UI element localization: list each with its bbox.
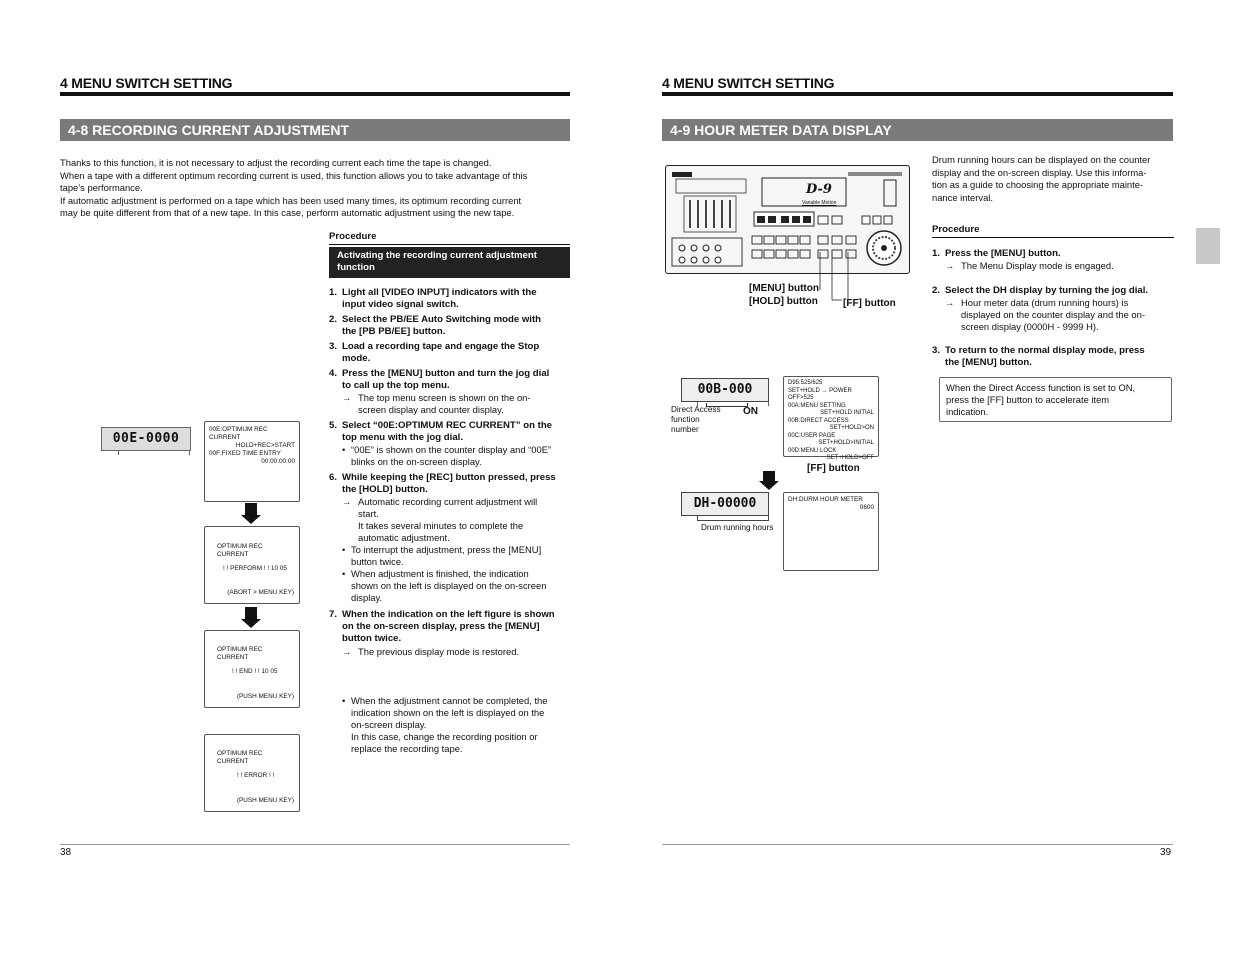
arrow-down-icon (245, 607, 257, 619)
osd-footer: (PUSH MENU KEY) (236, 693, 294, 700)
step-3 (329, 341, 574, 365)
left-page-header: 4 MENU SWITCH SETTING (60, 75, 233, 91)
osd-title: OPTIMUM REC CURRENT (217, 750, 263, 765)
arrow-down-icon-head (241, 515, 261, 524)
callout-lines (820, 252, 860, 302)
osd-status: ! ! END ! ! 10 05 (232, 668, 278, 675)
bullet-icon: • (342, 544, 346, 556)
left-page-number: 38 (60, 847, 72, 858)
left-header-rule (60, 92, 570, 96)
intro-line: If automatic adjustment is performed on a tape which has been used many times, its optimum recording current (60, 194, 522, 206)
step-2 (329, 314, 574, 338)
drum-hours-callout-line (697, 516, 769, 521)
intro-line: When a tape with a different optimum recording current is used, this function allows you to take advantage of this (60, 169, 528, 181)
left-procedure-rule (329, 244, 570, 245)
step-number: 3. (932, 345, 941, 356)
step-note: → The top menu screen is shown on the on- screen display and counter display. (342, 392, 531, 416)
vtr-logo: D-9 (806, 182, 832, 197)
arrow-right-icon: → (342, 645, 352, 657)
step-number: 7. (329, 609, 338, 620)
callout-menu-button: [MENU] button (749, 283, 819, 294)
drum-hours-label: Drum running hours (701, 523, 774, 532)
left-footer-rule (60, 844, 570, 845)
osd-footer: (PUSH MENU KEY) (236, 797, 294, 804)
step-text: the [HOLD] button. (342, 484, 428, 496)
arrow-down-icon (245, 503, 257, 515)
right-step-3 (932, 345, 1177, 369)
intro-line: tape’s performance. (60, 182, 143, 193)
step-6 (329, 472, 574, 604)
on-label: ON (743, 406, 758, 417)
step-4 (329, 368, 574, 416)
direct-access-note-box: When the Direct Access function is set to ON, press the [FF] button to accelerate item indication. (939, 377, 1172, 422)
intro-line: may be quite different from that of a new tape. In this case, perform automatic adjustment using the new tape. (60, 207, 515, 218)
counter-display-value: DH-00000 (693, 496, 757, 511)
step-text: input video signal switch. (342, 299, 459, 311)
step-note: → Hour meter data (drum running hours) is displayed on the counter display and the on- screen display (0000H - 9999 H). (945, 297, 1145, 333)
counter-display-value: 00B-000 (697, 382, 753, 397)
vtr-device-illustration (665, 165, 910, 274)
intro-line: Thanks to this function, it is not necessary to adjust the recording current each time the tape is changed. (60, 157, 492, 168)
step-text: Light all [VIDEO INPUT] indicators with the (342, 287, 537, 298)
step-7 (329, 609, 574, 658)
step-number: 3. (329, 341, 338, 352)
left-procedure-label: Procedure (329, 231, 377, 242)
bullet-icon: • (342, 444, 346, 456)
bullet-icon: • (342, 695, 346, 706)
callout-ff-button-2: [FF] button (807, 463, 860, 474)
step-note: → The Menu Display mode is engaged. (945, 260, 1114, 272)
step-number: 2. (932, 285, 941, 296)
arrow-down-icon-head (241, 619, 261, 628)
osd-footer: (ABORT > MENU KEY) (227, 589, 294, 596)
osd-screen-end (204, 630, 300, 708)
arrow-right-icon: → (945, 297, 955, 309)
right-header-rule (662, 92, 1173, 96)
bullet-icon: • (342, 568, 346, 580)
arrow-right-icon: → (342, 392, 352, 404)
counter-display-drum-hours (681, 492, 769, 516)
chapter-tab (1196, 228, 1220, 264)
osd-line: 00:00:00:00 (261, 458, 295, 465)
step-note: → Automatic recording current adjustment will start. It takes several minutes to complete the automatic adjustment. (342, 496, 538, 544)
step-text: Select “00E:OPTIMUM REC CURRENT” on the (342, 420, 553, 431)
osd-status: ! ! PERFORM ! ! 10 05 (223, 565, 287, 572)
right-section-title: 4-9 HOUR METER DATA DISPLAY (662, 119, 1173, 141)
failure-note: • When the adjustment cannot be completed, the indication shown on the left is displayed on the on-screen display. In this case, change the recording position or replace the recording tape. (342, 695, 548, 754)
step-text: When the indication on the left figure is shown (342, 609, 555, 620)
arrow-right-icon: → (342, 496, 352, 508)
right-page-header: 4 MENU SWITCH SETTING (662, 75, 835, 91)
step-note: • To interrupt the adjustment, press the [MENU] button twice. (342, 544, 542, 568)
step-text: Press the [MENU] button. (945, 248, 1061, 259)
procedure-box-line: function (337, 262, 375, 273)
left-procedure-box (329, 247, 570, 278)
step-number: 6. (329, 472, 338, 483)
step-text: the [MENU] button. (945, 357, 1032, 369)
counter-display-direct-access (681, 378, 769, 402)
arrow-right-icon: → (945, 260, 955, 272)
step-text: the [PB PB/EE] button. (342, 326, 446, 338)
osd-status: ! ! ERROR ! ! (237, 772, 275, 779)
osd-title: OPTIMUM REC CURRENT (217, 543, 263, 558)
left-section-title: 4-8 RECORDING CURRENT ADJUSTMENT (60, 119, 570, 141)
step-number: 2. (329, 314, 338, 325)
osd-screen-error (204, 734, 300, 812)
osd-line: HOLD+REC>START (235, 442, 295, 449)
right-page-number: 39 (1160, 847, 1172, 858)
step-note: • When adjustment is finished, the indication shown on the left is displayed on the on-screen display. (342, 568, 547, 604)
step-note: • “00E” is shown on the counter display and “00E” blinks on the on-screen display. (342, 444, 552, 468)
step-text: on the on-screen display, press the [MENU] (342, 621, 540, 633)
step-text: top menu with the jog dial. (342, 432, 463, 444)
osd-line: 00F:FIXED TIME ENTRY (209, 450, 281, 457)
step-text: mode. (342, 353, 371, 365)
osd-line: 00E:OPTIMUM REC CURRENT (209, 426, 268, 441)
right-intro: Drum running hours can be displayed on the counter display and the on-screen display. Use this informa- tion as a guide to choosing the appropriate mainte- nance interval. (932, 154, 1151, 203)
callout-hold-button: [HOLD] button (749, 296, 818, 307)
osd-screen-drum-hour-meter: DH:DURM HOUR METER 0600 (783, 492, 879, 571)
step-number: 1. (329, 287, 338, 298)
osd-screen-top-menu (204, 421, 300, 502)
counter-display-value: 00E-0000 (112, 431, 180, 446)
step-text: Load a recording tape and engage the Stop (342, 341, 540, 352)
counter-display (101, 427, 191, 451)
step-number: 4. (329, 368, 338, 379)
step-text: To return to the normal display mode, press (945, 345, 1145, 356)
direct-access-label: Direct Access function number (671, 405, 721, 434)
right-step-1 (932, 248, 1177, 272)
right-step-2 (932, 285, 1177, 333)
step-5 (329, 420, 574, 468)
arrow-down-icon-head (759, 481, 779, 490)
left-intro (60, 157, 570, 220)
step-number: 5. (329, 420, 338, 431)
arrow-down-icon (763, 471, 775, 481)
counter-tick-marks (118, 451, 190, 455)
step-1 (329, 287, 574, 311)
osd-title: OPTIMUM REC CURRENT (217, 646, 263, 661)
right-procedure-label: Procedure (932, 224, 980, 235)
vtr-logo-sub: Variable Motion (802, 200, 837, 206)
step-text: While keeping the [REC] button pressed, press (342, 472, 556, 483)
step-text: Press the [MENU] button and turn the jog dial (342, 368, 550, 379)
osd-screen-menu-list: D95:525/625 SET+HOLD → POWER OFF>525 00A:MENU SETTING SET+HOLD INITIAL 00B:DIRECT ACCESS SET+HOLD>ON 00C:USER PAGE SET+HOLD>INITIAL 00D:MENU LOCK SET+HOLD>OFF (783, 376, 879, 457)
right-footer-rule (662, 844, 1173, 845)
right-procedure-rule (932, 237, 1174, 238)
step-number: 1. (932, 248, 941, 259)
step-text: button twice. (342, 633, 402, 645)
step-text: Select the DH display by turning the jog dial. (945, 285, 1149, 296)
step-text: Select the PB/EE Auto Switching mode with (342, 314, 541, 325)
step-text: to call up the top menu. (342, 380, 450, 392)
procedure-box-line: Activating the recording current adjustment (337, 250, 537, 261)
callout-ff-button: [FF] button (843, 298, 896, 309)
osd-screen-perform (204, 526, 300, 604)
step-note: → The previous display mode is restored. (342, 645, 520, 657)
